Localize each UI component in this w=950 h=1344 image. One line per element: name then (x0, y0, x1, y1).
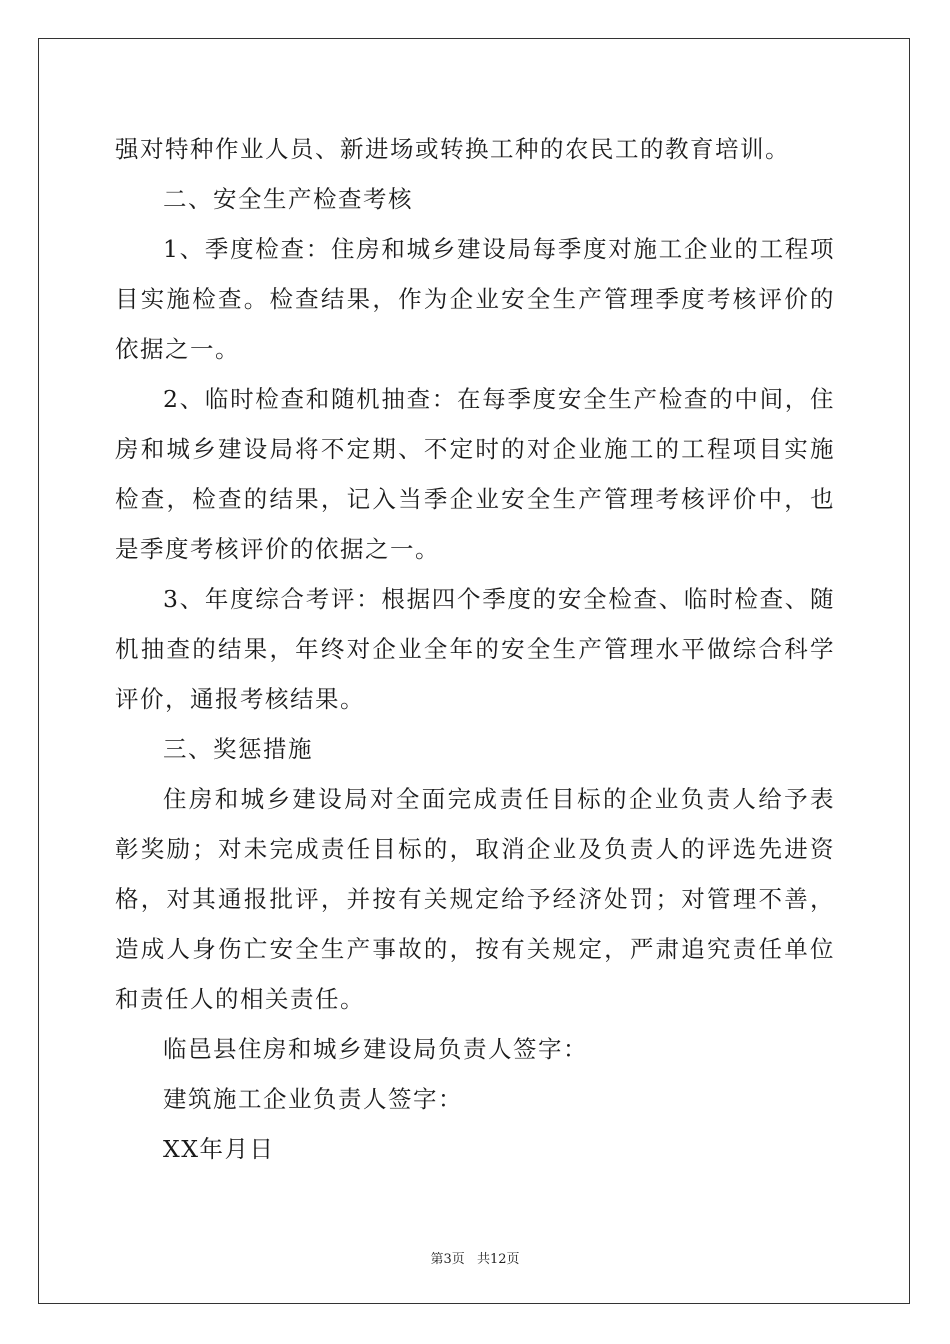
section-heading-rewards: 三、奖惩措施 (163, 735, 313, 763)
paragraph-quarterly-inspection: 1、季度检查：住房和城乡建设局每季度对施工企业的工程项目实施检查。检查结果，作为企业安全生产管理季度考核评价的依据之一。 (115, 235, 835, 363)
document-body (115, 124, 835, 1174)
paragraph-rewards-penalties: 住房和城乡建设局对全面完成责任目标的企业负责人给予表彰奖励；对未完成责任目标的，取消企业及负责人的评选先进资格，对其通报批评，并按有关规定给予经济处罚；对管理不善，造成人身伤亡安全生产事故的，按有关规定，严肃追究责任单位和责任人的相关责任。 (115, 785, 835, 1013)
section-heading-inspection: 二、安全生产检查考核 (163, 185, 413, 213)
signature-line-bureau: 临邑县住房和城乡建设局负责人签字： (163, 1035, 588, 1063)
page-total: 共12页 (476, 1252, 520, 1267)
paragraph-continuation: 强对特种作业人员、新进场或转换工种的农民工的教育培训。 (115, 135, 790, 163)
signature-line-enterprise: 建筑施工企业负责人签字： (163, 1085, 463, 1113)
date-line: XX年月日 (163, 1135, 275, 1163)
page-footer (0, 1248, 950, 1267)
page-number: 第3页 (430, 1252, 465, 1267)
paragraph-annual-evaluation: 3、年度综合考评：根据四个季度的安全检查、临时检查、随机抽查的结果，年终对企业全年的安全生产管理水平做综合科学评价，通报考核结果。 (115, 585, 835, 713)
paragraph-random-inspection: 2、临时检查和随机抽查：在每季度安全生产检查的中间，住房和城乡建设局将不定期、不定时的对企业施工的工程项目实施检查，检查的结果，记入当季企业安全生产管理考核评价中，也是季度考核评价的依据之一。 (115, 385, 835, 563)
